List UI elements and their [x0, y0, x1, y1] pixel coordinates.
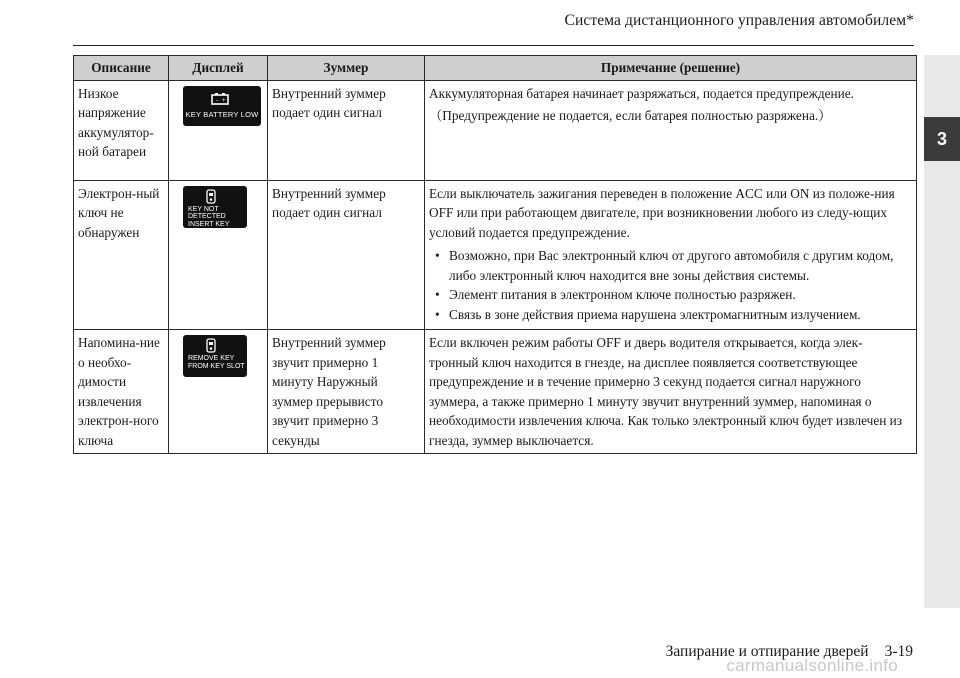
cell-display	[169, 180, 268, 330]
battery-icon	[211, 92, 231, 105]
list-item: • Элемент питания в электронном ключе полностью разряжен.	[449, 285, 912, 305]
display-battery-low	[183, 86, 261, 126]
cell-display	[169, 80, 268, 180]
list-item: • Связь в зоне действия приема нарушена электромагнитным излучением.	[449, 305, 912, 325]
table-row	[74, 330, 917, 454]
cell-description: Низкое напряжение аккумулятор-ной батареи	[74, 80, 169, 180]
cell-buzzer: Внутренний зуммер подает один сигнал	[268, 80, 425, 180]
chapter-side-tab	[924, 55, 960, 608]
watermark: carmanualsonline.info	[726, 656, 898, 675]
svg-text:+: +	[222, 97, 226, 104]
note-parenthetical: （Предупреждение не подается, если батарея полностью разряжена.）	[429, 108, 832, 123]
header-divider	[73, 45, 914, 46]
cell-description: Электрон-ный ключ не обнаружен	[74, 180, 169, 330]
display-remove-key	[183, 335, 247, 377]
cell-note	[425, 180, 917, 330]
footer-section-title: Запирание и отпирание дверей	[665, 643, 869, 660]
display-text: KEY BATTERY LOW	[185, 110, 259, 119]
cell-note	[425, 80, 917, 180]
key-icon	[203, 338, 219, 354]
note-main: Если выключатель зажигания переведен в положение ACC или ON из положе-ния OFF или при работающем двигателе, при возникновении любого из следу-ющих условий подается предупреждение.	[429, 185, 895, 240]
page-header-title: Система дистанционного управления автомобилем*	[564, 12, 914, 29]
column-header-description: Описание	[74, 56, 169, 81]
column-header-display: Дисплей	[169, 56, 268, 81]
key-icon	[203, 189, 219, 205]
cell-note: Если включен режим работы OFF и дверь водителя открывается, когда элек-тронный ключ находится в гнезде, на дисплее появляется соответствующее предупреждение и в течение примерно 3 секунд подается сигнал наружного зуммера, а также примерно 1 минуту звучит внутренний зуммер, напоминая о необходимости извлечения ключа. Как только электронный ключ будет извлечен из гнезда, зуммер выключается.	[425, 330, 917, 454]
cell-buzzer: Внутренний зуммер звучит примерно 1 минуту Наружный зуммер прерывисто звучит примерно 3 секунды	[268, 330, 425, 454]
column-header-buzzer: Зуммер	[268, 56, 425, 81]
page-number: 3-19	[884, 643, 913, 660]
chapter-number-badge: 3	[924, 117, 960, 161]
display-text: REMOVE KEY FROM KEY SLOT	[188, 355, 245, 370]
note-main: Аккумуляторная батарея начинает разряжаться, подается предупреждение.	[429, 85, 854, 101]
table-header-row	[74, 56, 917, 81]
table-row	[74, 180, 917, 330]
display-text: KEY NOT DETECTED INSERT KEY INTO KEY SLOT	[188, 205, 241, 235]
display-key-not-detected	[183, 186, 247, 235]
cell-display	[169, 330, 268, 454]
list-item: • Возможно, при Вас электронный ключ от другого автомобиля с другим кодом, либо электронный ключ находится вне зоны действия системы.	[449, 246, 912, 285]
cell-description: Напомина-ние о необхо-димости извлечения электрон-ного ключа	[74, 330, 169, 454]
warnings-table	[73, 55, 917, 454]
column-header-note: Примечание (решение)	[425, 56, 917, 81]
cell-buzzer: Внутренний зуммер подает один сигнал	[268, 180, 425, 330]
table-row	[74, 80, 917, 180]
note-bullet-list	[429, 246, 912, 324]
svg-text:-: -	[216, 97, 218, 104]
